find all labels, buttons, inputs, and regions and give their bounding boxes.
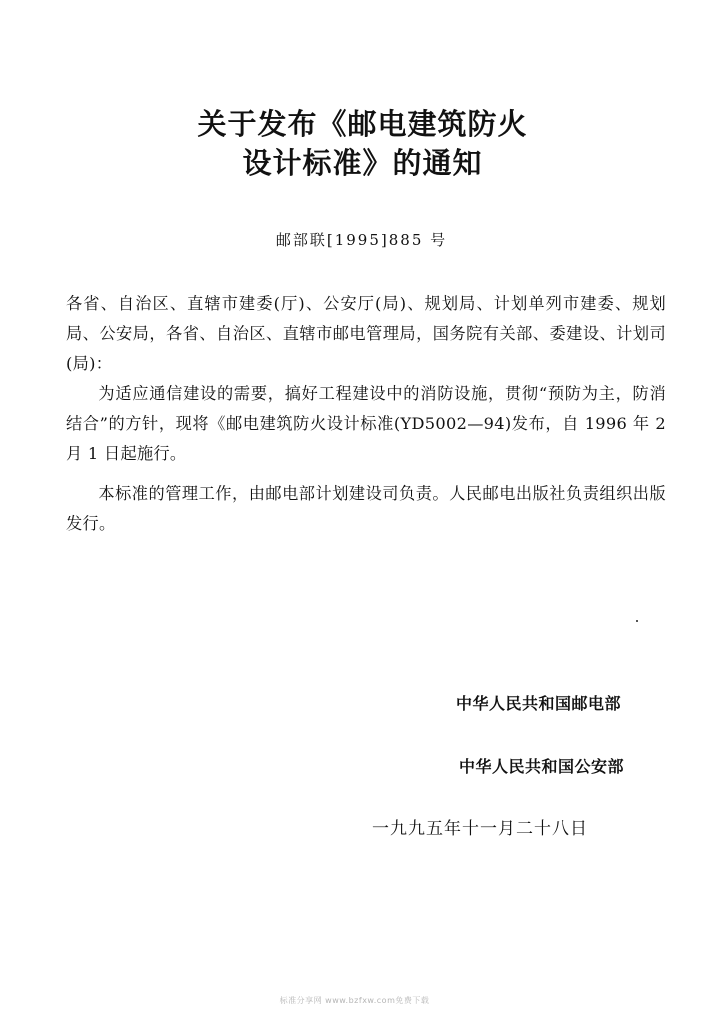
title-line-1: 关于发布《邮电建筑防火 <box>197 107 528 141</box>
footer-watermark: 标准分享网 www.bzfxw.com免费下载 <box>279 996 430 1005</box>
paragraph-1-text: 为适应通信建设的需要，搞好工程建设中的消防设施，贯彻“预防为主，防消结合”的方针，现将《邮电建筑防火设计标准(YD5002—94)发布，自 1996 年 2 月 1 日起施行。 <box>66 384 666 463</box>
issue-date: 一九九五年十一月二十八日 <box>372 819 588 839</box>
recipients-text: 各省、自治区、直辖市建委(厅)、公安厅(局)、规划局、计划单列市建委、规划局、公安局，各省、自治区、直辖市邮电管理局，国务院有关部、委建设、计划司(局)： <box>66 294 666 373</box>
scan-speck <box>636 620 638 622</box>
paragraph-2-text: 本标准的管理工作，由邮电部计划建设司负责。人民邮电出版社负责组织出版发行。 <box>66 484 666 533</box>
document-number: 邮部联[1995]885 号 <box>275 231 448 249</box>
signatory-ministry-posts: 中华人民共和国邮电部 <box>456 694 622 713</box>
title-line-2: 设计标准》的通知 <box>242 146 483 180</box>
body-paragraph-2 <box>66 479 666 539</box>
body-paragraph-1 <box>66 379 666 469</box>
signatory-ministry-security: 中华人民共和国公安部 <box>459 757 625 776</box>
recipients-paragraph <box>66 289 666 379</box>
